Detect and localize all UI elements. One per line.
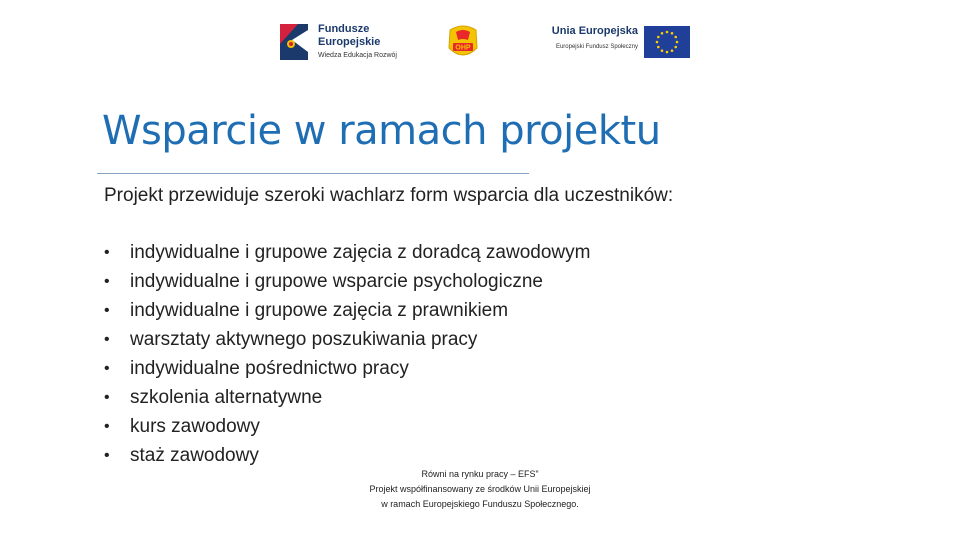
- fundusze-europejskie-logo: [278, 20, 398, 64]
- ue-logo-line1: Unia Europejska: [551, 25, 638, 37]
- bullet-icon: •: [104, 331, 110, 348]
- list-item-text: indywidualne i grupowe zajęcia z doradcą zawodowym: [130, 242, 591, 263]
- list-item: [104, 238, 590, 267]
- list-item: [104, 412, 590, 441]
- list-item: [104, 325, 590, 354]
- bullet-icon: •: [104, 273, 110, 290]
- fe-logo-line3: Wiedza Edukacja Rozwój: [318, 52, 397, 59]
- list-item: [104, 296, 590, 325]
- eu-flag-icon: [644, 26, 690, 58]
- title-underline: [97, 173, 529, 174]
- list-item-text: indywidualne i grupowe zajęcia z prawnikiem: [130, 300, 509, 321]
- fundusze-europejskie-emblem-icon: [278, 20, 314, 62]
- ue-logo-line2: Europejski Fundusz Społeczny: [555, 44, 638, 50]
- list-item-text: indywidualne i grupowe wsparcie psychologiczne: [130, 271, 543, 292]
- list-item: [104, 441, 590, 470]
- intro-text: Projekt przewiduje szeroki wachlarz form wsparcia dla uczestników:: [104, 185, 674, 206]
- unia-europejska-logo: [536, 22, 696, 62]
- bullet-icon: •: [104, 389, 110, 406]
- footer-note: [300, 467, 660, 512]
- list-item-text: warsztaty aktywnego poszukiwania pracy: [130, 329, 478, 350]
- fe-logo-line1: Fundusze: [318, 23, 370, 35]
- support-forms-list: [104, 238, 590, 470]
- footer-line1: Równi na rynku pracy – EFS”: [421, 469, 539, 479]
- list-item: [104, 383, 590, 412]
- list-item-text: staż zawodowy: [130, 445, 259, 466]
- bullet-icon: •: [104, 360, 110, 377]
- list-item-text: szkolenia alternatywne: [130, 387, 323, 408]
- list-item: [104, 267, 590, 296]
- bullet-icon: •: [104, 244, 110, 261]
- list-item-text: kurs zawodowy: [130, 416, 260, 437]
- ohp-logo: [444, 22, 482, 60]
- footer-line3: w ramach Europejskiego Funduszu Społecznego.: [381, 499, 579, 509]
- bullet-icon: •: [104, 447, 110, 464]
- bullet-icon: •: [104, 302, 110, 319]
- list-item-text: indywidualne pośrednictwo pracy: [130, 358, 409, 379]
- footer-line2: Projekt współfinansowany ze środków Unii Europejskiej: [369, 484, 591, 494]
- slide-title: Wsparcie w ramach projektu: [102, 108, 661, 154]
- fe-logo-line2: Europejskie: [318, 36, 381, 48]
- logo-bar: [0, 0, 960, 90]
- svg-text:OHP: OHP: [455, 44, 471, 52]
- list-item: [104, 354, 590, 383]
- bullet-icon: •: [104, 418, 110, 435]
